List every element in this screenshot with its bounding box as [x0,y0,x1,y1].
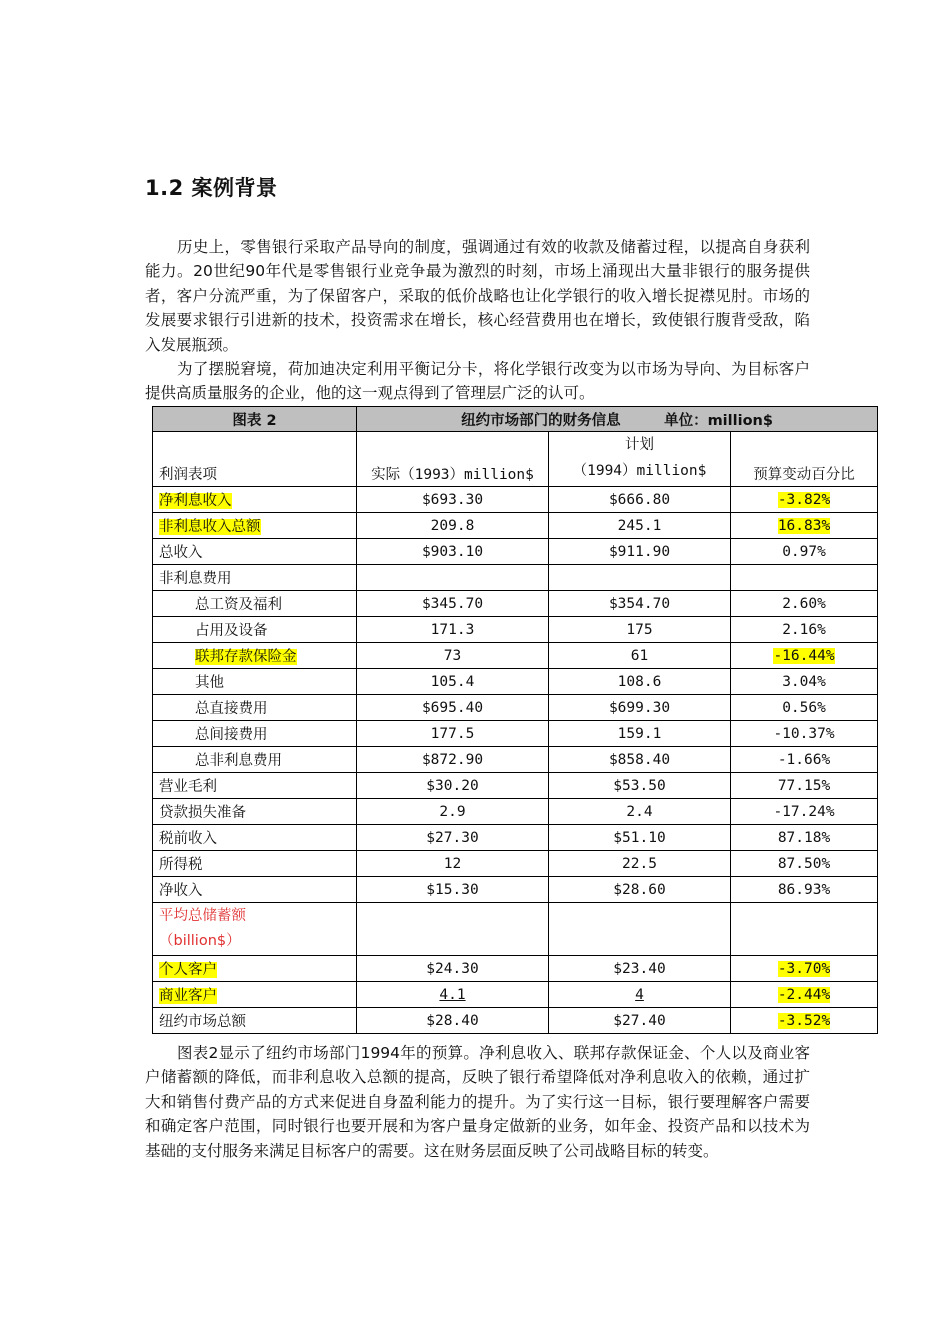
table-row [153,513,878,539]
row-actual: 171.3 [357,617,549,643]
row-pct: -16.44% [773,647,835,664]
table-row [153,591,878,617]
row-pct: -3.70% [777,960,831,977]
row-plan [549,565,731,591]
row-pct: 0.56% [731,695,878,721]
row-actual: $24.30 [357,956,549,982]
row-actual: 209.8 [357,513,549,539]
row-label: 非利息收入总额 [159,519,261,535]
section-heading: 1.2 案例背景 [145,176,278,200]
row-pct: -3.82% [777,491,831,508]
row-actual: $903.10 [357,539,549,565]
row-pct: 86.93% [731,877,878,903]
row-actual [357,903,549,956]
table-row [153,669,878,695]
row-label: 非利息费用 [153,565,357,591]
table-row [153,487,878,513]
row-label: 总非利息费用 [153,747,357,773]
table-title-left: 图表 2 [153,407,357,432]
row-actual: 2.9 [357,799,549,825]
row-actual: 177.5 [357,721,549,747]
row-pct: 3.04% [731,669,878,695]
row-label-unit: （billion$） [159,933,241,949]
row-pct: 77.15% [731,773,878,799]
table-row [153,617,878,643]
row-pct: -10.37% [731,721,878,747]
row-plan: 22.5 [549,851,731,877]
row-pct: 16.83% [777,517,831,534]
row-actual: $28.40 [357,1008,549,1034]
table-header-row [153,432,878,487]
row-pct [731,565,878,591]
table-title-right: 纽约市场部门的财务信息 单位：million$ [357,407,878,432]
row-pct: -17.24% [731,799,878,825]
row-label: 纽约市场总额 [153,1008,357,1034]
table-row [153,825,878,851]
row-actual: $345.70 [357,591,549,617]
header-pct: 预算变动百分比 [731,432,878,487]
paragraph-history: 历史上，零售银行采取产品导向的制度，强调通过有效的收款及储蓄过程，以提高自身获利能力。20世纪90年代是零售银行业竞争最为激烈的时刻，市场上涌现出大量非银行的服务提供者，客户分流严重，为了保留客户，采取的低价战略也让化学银行的收入增长捉襟见肘。市场的发展要求银行引进新的技术，投资需求在增长，核心经营费用也在增长，致使银行腹背受敌，陷入发展瓶颈。 [145,238,810,354]
paragraph-strategy: 为了摆脱窘境，荷加迪决定利用平衡记分卡，将化学银行改变为以市场为导向、为目标客户提供高质量服务的企业，他的这一观点得到了管理层广泛的认可。 [145,360,810,403]
row-label: 总工资及福利 [153,591,357,617]
row-label: 平均总储蓄额 [159,908,246,924]
row-pct: -1.66% [731,747,878,773]
table-row [153,721,878,747]
table-title-row [153,407,878,432]
row-actual: 105.4 [357,669,549,695]
row-actual: 73 [357,643,549,669]
row-plan: $27.40 [549,1008,731,1034]
row-pct: -2.44% [777,986,831,1003]
row-actual: $27.30 [357,825,549,851]
row-plan: $53.50 [549,773,731,799]
table-row [153,773,878,799]
row-label: 商业客户 [159,988,217,1004]
table-row [153,695,878,721]
paragraph-analysis: 图表2显示了纽约市场部门1994年的预算。净利息收入、联邦存款保证金、个人以及商业客户储蓄额的降低，而非利息收入总额的提高，反映了银行希望降低对净利息收入的依赖，通过扩大和销售付费产品的方式来促进自身盈利能力的提升。为了实行这一目标，银行要理解客户需要和确定客户范围，同时银行也要开展和为客户量身定做新的业务，如年金、投资产品和以技术为基础的支付服务来满足目标客户的需要。这在财务层面反映了公司战略目标的转变。 [145,1044,810,1160]
row-plan: 4 [549,982,731,1008]
header-actual: 实际（1993）million$ [357,432,549,487]
row-label: 其他 [153,669,357,695]
table-row [153,643,878,669]
row-actual: 12 [357,851,549,877]
row-actual: $872.90 [357,747,549,773]
row-label: 净利息收入 [159,493,232,509]
row-plan: $858.40 [549,747,731,773]
row-label: 净收入 [153,877,357,903]
row-plan: $666.80 [549,487,731,513]
table-row [153,565,878,591]
row-label: 总直接费用 [153,695,357,721]
row-plan: 108.6 [549,669,731,695]
row-label: 贷款损失准备 [153,799,357,825]
row-pct: 2.16% [731,617,878,643]
row-actual: $693.30 [357,487,549,513]
row-pct: -3.52% [777,1012,831,1029]
table-row [153,799,878,825]
row-plan: 245.1 [549,513,731,539]
row-actual: $15.30 [357,877,549,903]
row-label: 税前收入 [153,825,357,851]
row-actual: 4.1 [357,982,549,1008]
row-label: 总间接费用 [153,721,357,747]
table-row [153,956,878,982]
row-pct [731,903,878,956]
row-pct: 2.60% [731,591,878,617]
table-row [153,982,878,1008]
row-label: 所得税 [153,851,357,877]
header-item: 利润表项 [153,432,357,487]
row-actual [357,565,549,591]
row-label: 联邦存款保险金 [195,649,297,665]
table-row [153,747,878,773]
row-label: 个人客户 [159,962,217,978]
row-plan: $28.60 [549,877,731,903]
row-label: 总收入 [153,539,357,565]
row-plan: $23.40 [549,956,731,982]
financial-table [152,406,878,1034]
row-label: 营业毛利 [153,773,357,799]
row-plan: $51.10 [549,825,731,851]
table-row [153,539,878,565]
row-plan: 175 [549,617,731,643]
row-plan [549,903,731,956]
table-row [153,1008,878,1034]
row-actual: $30.20 [357,773,549,799]
header-plan [549,432,731,487]
row-pct: 87.50% [731,851,878,877]
table-row [153,903,878,956]
row-plan: $911.90 [549,539,731,565]
row-pct: 0.97% [731,539,878,565]
row-actual: $695.40 [357,695,549,721]
row-plan: 2.4 [549,799,731,825]
header-plan-top: 计划 [625,437,654,453]
row-plan: 159.1 [549,721,731,747]
table-row [153,877,878,903]
row-pct: 87.18% [731,825,878,851]
row-plan: 61 [549,643,731,669]
header-plan-year: （1994）million$ [572,463,707,479]
row-plan: $354.70 [549,591,731,617]
table-row [153,851,878,877]
row-label: 占用及设备 [153,617,357,643]
row-plan: $699.30 [549,695,731,721]
